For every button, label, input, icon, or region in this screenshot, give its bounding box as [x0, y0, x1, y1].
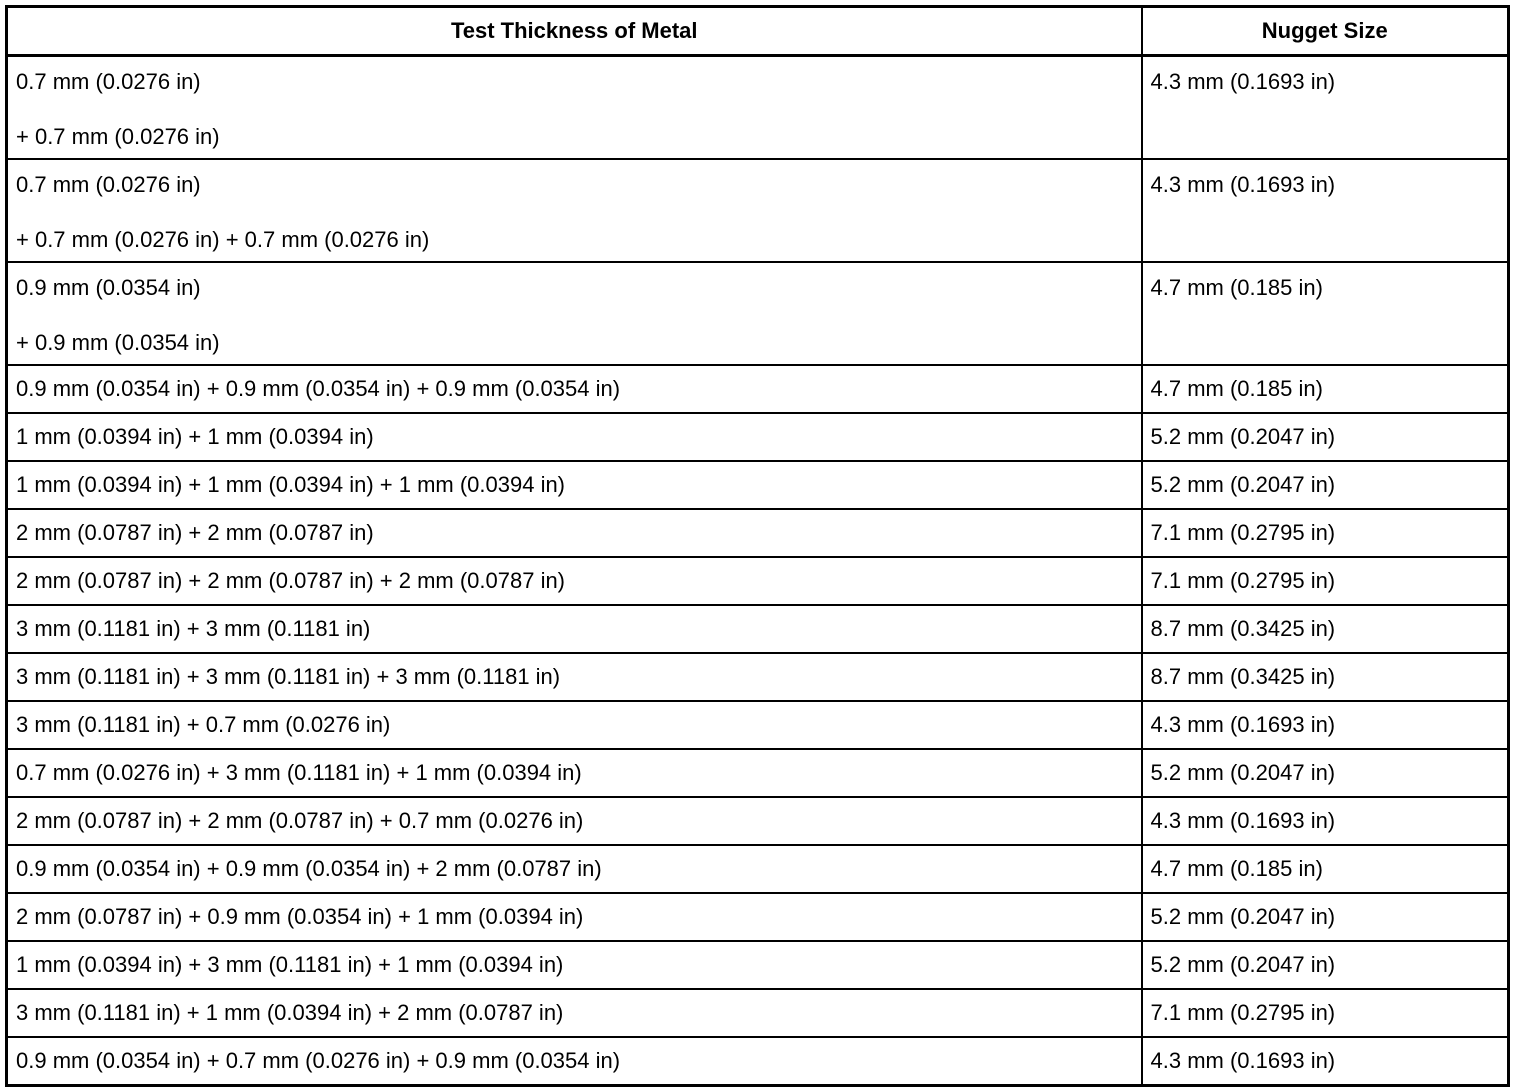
thickness-cell	[7, 701, 1142, 749]
nugget-size-cell: 7.1 mm (0.2795 in)	[1142, 557, 1509, 605]
nugget-size-cell: 4.7 mm (0.185 in)	[1142, 262, 1509, 365]
thickness-cell	[7, 365, 1142, 413]
thickness-line: + 0.7 mm (0.0276 in) + 0.7 mm (0.0276 in)	[16, 227, 430, 252]
thickness-cell	[7, 557, 1142, 605]
nugget-size-cell: 8.7 mm (0.3425 in)	[1142, 605, 1509, 653]
thickness-cell	[7, 989, 1142, 1037]
thickness-line: 3 mm (0.1181 in) + 3 mm (0.1181 in) + 3 mm (0.1181 in)	[16, 664, 561, 689]
thickness-line: 1 mm (0.0394 in) + 3 mm (0.1181 in) + 1 mm (0.0394 in)	[16, 952, 564, 977]
thickness-line: 2 mm (0.0787 in) + 2 mm (0.0787 in) + 2 mm (0.0787 in)	[16, 568, 566, 593]
table-row	[7, 56, 1509, 160]
nugget-size-cell: 5.2 mm (0.2047 in)	[1142, 893, 1509, 941]
thickness-line: 3 mm (0.1181 in) + 0.7 mm (0.0276 in)	[16, 712, 391, 737]
nugget-size-cell: 4.3 mm (0.1693 in)	[1142, 56, 1509, 160]
header-nugget-size: Nugget Size	[1142, 7, 1509, 56]
table-row	[7, 509, 1509, 557]
table-row	[7, 941, 1509, 989]
thickness-line: 0.9 mm (0.0354 in) + 0.7 mm (0.0276 in) + 0.9 mm (0.0354 in)	[16, 1048, 621, 1073]
table-row	[7, 159, 1509, 262]
thickness-cell	[7, 262, 1142, 365]
thickness-line: 1 mm (0.0394 in) + 1 mm (0.0394 in)	[16, 424, 374, 449]
thickness-cell	[7, 653, 1142, 701]
thickness-line: 0.7 mm (0.0276 in) + 3 mm (0.1181 in) + 1 mm (0.0394 in)	[16, 760, 582, 785]
header-row	[7, 7, 1509, 56]
thickness-cell	[7, 605, 1142, 653]
table-row	[7, 749, 1509, 797]
nugget-size-cell: 4.3 mm (0.1693 in)	[1142, 1037, 1509, 1086]
table-row	[7, 262, 1509, 365]
table-row	[7, 557, 1509, 605]
table-body	[7, 56, 1509, 1086]
thickness-line: 2 mm (0.0787 in) + 2 mm (0.0787 in)	[16, 520, 374, 545]
nugget-size-cell: 5.2 mm (0.2047 in)	[1142, 941, 1509, 989]
nugget-size-cell: 8.7 mm (0.3425 in)	[1142, 653, 1509, 701]
table-row	[7, 701, 1509, 749]
thickness-line: 0.7 mm (0.0276 in)	[16, 172, 201, 197]
thickness-line: 2 mm (0.0787 in) + 2 mm (0.0787 in) + 0.7 mm (0.0276 in)	[16, 808, 584, 833]
thickness-cell	[7, 797, 1142, 845]
thickness-line: 3 mm (0.1181 in) + 3 mm (0.1181 in)	[16, 616, 371, 641]
thickness-cell	[7, 413, 1142, 461]
table-row	[7, 605, 1509, 653]
nugget-size-cell: 4.7 mm (0.185 in)	[1142, 365, 1509, 413]
thickness-cell	[7, 893, 1142, 941]
table-row	[7, 893, 1509, 941]
nugget-size-cell: 4.7 mm (0.185 in)	[1142, 845, 1509, 893]
thickness-cell	[7, 845, 1142, 893]
thickness-line: + 0.7 mm (0.0276 in)	[16, 124, 220, 149]
thickness-cell	[7, 941, 1142, 989]
table-row	[7, 989, 1509, 1037]
nugget-size-cell: 4.3 mm (0.1693 in)	[1142, 797, 1509, 845]
thickness-line: 0.9 mm (0.0354 in)	[16, 275, 201, 300]
thickness-cell	[7, 159, 1142, 262]
thickness-line: 1 mm (0.0394 in) + 1 mm (0.0394 in) + 1 mm (0.0394 in)	[16, 472, 566, 497]
nugget-size-cell: 7.1 mm (0.2795 in)	[1142, 989, 1509, 1037]
table-row	[7, 797, 1509, 845]
thickness-cell	[7, 56, 1142, 160]
thickness-line: 2 mm (0.0787 in) + 0.9 mm (0.0354 in) + 1 mm (0.0394 in)	[16, 904, 584, 929]
thickness-line: + 0.9 mm (0.0354 in)	[16, 330, 220, 355]
table-header	[7, 7, 1509, 56]
nugget-size-cell: 5.2 mm (0.2047 in)	[1142, 413, 1509, 461]
header-test-thickness: Test Thickness of Metal	[7, 7, 1142, 56]
nugget-size-cell: 7.1 mm (0.2795 in)	[1142, 509, 1509, 557]
table-row	[7, 413, 1509, 461]
thickness-cell	[7, 461, 1142, 509]
thickness-line: 3 mm (0.1181 in) + 1 mm (0.0394 in) + 2 mm (0.0787 in)	[16, 1000, 564, 1025]
thickness-cell	[7, 509, 1142, 557]
thickness-line: 0.9 mm (0.0354 in) + 0.9 mm (0.0354 in) + 0.9 mm (0.0354 in)	[16, 376, 621, 401]
table-row	[7, 653, 1509, 701]
table-row	[7, 845, 1509, 893]
thickness-cell	[7, 1037, 1142, 1086]
thickness-cell	[7, 749, 1142, 797]
nugget-size-cell: 4.3 mm (0.1693 in)	[1142, 701, 1509, 749]
table-row	[7, 1037, 1509, 1086]
thickness-line: 0.9 mm (0.0354 in) + 0.9 mm (0.0354 in) + 2 mm (0.0787 in)	[16, 856, 602, 881]
thickness-line: 0.7 mm (0.0276 in)	[16, 69, 201, 94]
nugget-size-table	[5, 5, 1510, 1087]
nugget-size-cell: 5.2 mm (0.2047 in)	[1142, 749, 1509, 797]
table-row	[7, 461, 1509, 509]
nugget-size-cell: 5.2 mm (0.2047 in)	[1142, 461, 1509, 509]
table-row	[7, 365, 1509, 413]
nugget-size-cell: 4.3 mm (0.1693 in)	[1142, 159, 1509, 262]
